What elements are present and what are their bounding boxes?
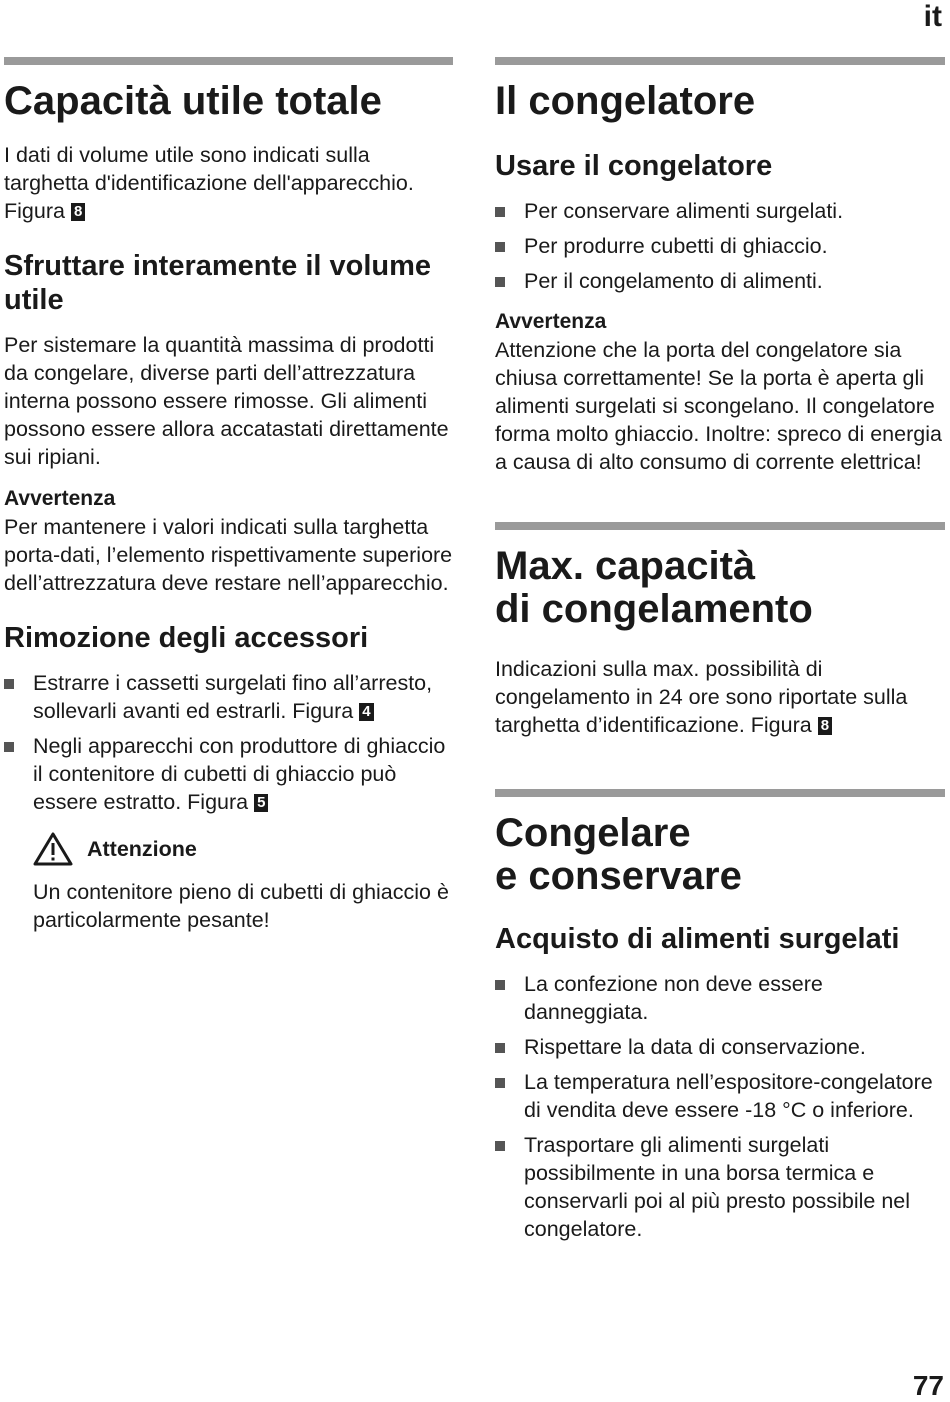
usare-list: [495, 197, 945, 295]
list-item: Negli apparecchi con produttore di ghiaccio il contenitore di cubetti di ghiaccio può essere estratto. Figura 5: [4, 732, 453, 816]
figure-ref: 8: [71, 203, 85, 221]
section-title-rimozione: Rimozione degli accessori: [4, 622, 369, 654]
figure-ref: 8: [818, 717, 832, 735]
list-item: La confezione non deve essere danneggiata.: [495, 970, 945, 1026]
bullet-icon: [495, 1043, 505, 1053]
figure-ref: 5: [254, 794, 268, 812]
bullet-icon: [495, 1078, 505, 1088]
section-divider: [495, 789, 945, 797]
subsection-title-acquisto: Acquisto di alimenti surgelati: [495, 923, 900, 955]
bullet-icon: [4, 742, 14, 752]
caution-label: Attenzione: [87, 836, 197, 861]
note-text: Attenzione che la porta del congelatore sia chiusa correttamente! Se la porta è aperta gli alimenti surgelati si scongelano. Il congelatore forma molto ghiaccio. Inoltre: spreco di energia a causa di alto consumo di corrente elettrica!: [495, 338, 942, 474]
right-column: [495, 57, 945, 1250]
list-item: Estrarre i cassetti surgelati fino all’arresto, sollevarli avanti ed estrarli. Figura 4: [4, 669, 453, 725]
section-title-capacita: Capacità utile totale: [4, 79, 382, 123]
bullet-icon: [495, 277, 505, 287]
subsection-title-usare: Usare il congelatore: [495, 150, 773, 182]
section-divider: [495, 522, 945, 530]
section-title-congelatore: Il congelatore: [495, 79, 756, 123]
bullet-icon: [495, 980, 505, 990]
bullet-icon: [495, 207, 505, 217]
bullet-icon: [495, 242, 505, 252]
max-capacita-text: Indicazioni sulla max. possibilità di congelamento in 24 ore sono riportate sulla targhetta d’identificazione. Figura 8: [495, 657, 908, 737]
list-item: La temperatura nell’espositore-congelatore di vendita deve essere -18 °C o inferiore.: [495, 1068, 945, 1124]
section-divider: [4, 57, 453, 65]
page-number: 77: [912, 1370, 944, 1401]
list-item: Per il congelamento di alimenti.: [495, 267, 945, 295]
bullet-icon: [495, 1141, 505, 1151]
list-item: Rispettare la data di conservazione.: [495, 1033, 945, 1061]
caution-header: [33, 832, 453, 866]
caution-text: Un contenitore pieno di cubetti di ghiaccio è particolarmente pesante!: [33, 880, 449, 932]
left-column: [4, 57, 453, 934]
list-item: Trasportare gli alimenti surgelati possibilmente in una borsa termica e conservarli poi al più presto possibile nel congelatore.: [495, 1131, 945, 1243]
note-text: Per mantenere i valori indicati sulla targhetta porta-dati, l’elemento rispettivamente superiore dell’attrezzatura deve restare nell’apparecchio.: [4, 515, 453, 595]
acquisto-list: [495, 970, 945, 1243]
list-item: Per produrre cubetti di ghiaccio.: [495, 232, 945, 260]
section-title-sfruttare: Sfruttare interamente il volume utile: [4, 250, 432, 316]
capacita-text: I dati di volume utile sono indicati sulla targhetta d'identificazione dell'apparecchio. Figura 8: [4, 143, 414, 223]
section-divider: [495, 57, 945, 65]
bullet-icon: [4, 679, 14, 689]
section-title-congelare: Congelare e conservare: [495, 811, 742, 898]
rimozione-list: [4, 669, 453, 816]
note-label: Avvertenza: [4, 487, 116, 510]
note-label: Avvertenza: [495, 310, 607, 333]
sfruttare-text: Per sistemare la quantità massima di prodotti da congelare, diverse parti dell’attrezzatura interna possono essere rimosse. Gli alimenti possono essere allora accatastati direttamente sui ripiani.: [4, 333, 449, 469]
language-code: it: [923, 0, 942, 33]
warning-triangle-icon: [33, 832, 73, 866]
figure-ref: 4: [359, 703, 373, 721]
section-title-max-capacita: Max. capacità di congelamento: [495, 544, 813, 631]
list-item: Per conservare alimenti surgelati.: [495, 197, 945, 225]
